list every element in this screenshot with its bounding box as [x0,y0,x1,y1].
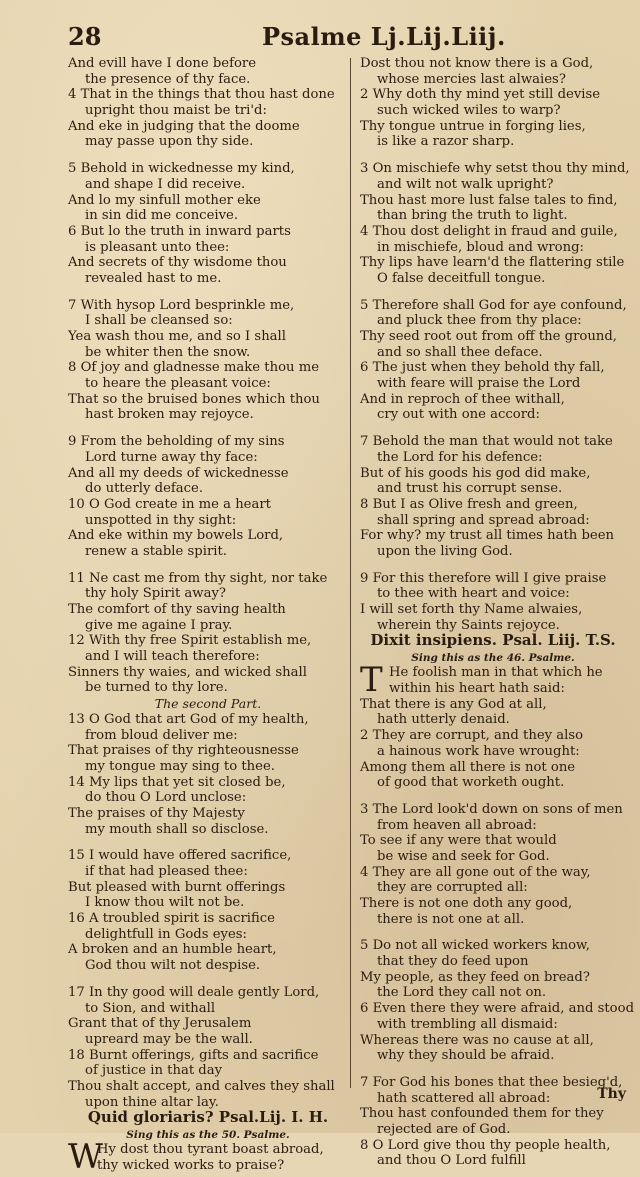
verse-line: Sinners thy waies, and wicked shall [68,664,307,680]
verse-line-indented: delightfull in Gods eyes: [85,926,247,942]
verse-line-indented: to thee with heart and voice: [377,586,570,602]
verse-line: 3 On mischiefe why setst thou thy mind, [360,161,630,177]
verse-line: That praises of thy righteousnesse [68,743,299,759]
stanza-gap [360,423,626,434]
verse-line: 7 For God his bones that thee besieg'd, [360,1074,623,1090]
verse-line: That there is any God at all, [360,696,547,712]
verse-line-indented: with feare will praise the Lord [377,376,581,392]
verse-line: 13 O God that art God of my health, [68,711,309,727]
stanza-gap [68,287,348,298]
verse-line: Thy lips have learn'd the flattering stile [360,255,625,271]
verse-line: Thy tongue untrue in forging lies, [360,118,586,134]
verse-line: 6 But lo the truth in inward parts [68,223,291,239]
stanza-gap [360,791,626,802]
left-column [68,56,348,1177]
verse-line-indented: unspotted in thy sight: [85,512,237,528]
verse-line: That so the bruised bones which thou [68,391,320,407]
running-head: Psalme Lj.Lij.Liij. [262,22,506,51]
verse-line-indented: revealed hast to me. [85,270,222,286]
verse-line-indented: such wicked wiles to warp? [377,103,561,119]
stanza-gap [360,927,626,938]
verse-line-indented: within his heart hath said: [389,681,565,697]
verse-line-indented: Lord turne away thy face: [85,449,258,465]
verse-line: The comfort of thy saving health [68,602,286,617]
verse-line-indented: of justice in that day [85,1063,223,1079]
verse-line: Yea wash thou me, and so I shall [68,329,286,344]
verse-line-indented: a hainous work have wrought: [377,743,580,759]
verse-line: And in reproch of thee withall, [360,391,565,407]
verse-line: Grant that of thy Jerusalem [68,1016,252,1032]
verse-line-indented: in mischiefe, bloud and wrong: [377,239,584,255]
verse-line-indented: thy wicked works to praise? [97,1158,285,1173]
verse-text: Hy dost thou tyrant boast abroad, [97,1142,324,1158]
verse-line-indented: if that had pleased thee: [85,864,248,879]
verse-line: 5 Do not all wicked workers know, [360,938,590,954]
verse-line-indented: O false deceitfull tongue. [377,270,546,286]
verse-line: And eke in judging that the doome [68,118,300,134]
verse-line-indented: hath utterly denaid. [377,712,510,728]
verse-line-indented: the Lord they call not on. [377,985,547,1001]
stanza-gap [360,560,626,571]
verse-line: Among them all there is not one [360,759,576,775]
verse-line-indented: I know thou wilt not be. [85,895,245,911]
verse-line: 2 They are corrupt, and they also [360,728,584,744]
verse-line: 3 The Lord look'd down on sons of men [360,801,623,817]
verse-line: 9 From the beholding of my sins [68,434,285,450]
stanza-gap [68,150,348,161]
tune-note: Sing this as the 46. Psalme. [411,652,575,665]
verse-line-indented: my mouth shall so disclose. [85,821,269,837]
verse-line-indented: hast broken may rejoyce. [85,407,254,423]
verse-line: 4 They are all gone out of the way, [360,864,591,880]
verse-line-indented: and pluck thee from thy place: [377,313,582,329]
verse-line-indented: and I will teach therefore: [85,649,260,665]
verse-line-indented: with trembling all dismaid: [377,1016,558,1032]
verse-line: Dost thou not know there is a God, [360,56,594,71]
psalm-title: Dixit insipiens. Psal. Liij. T.S. [370,631,616,650]
verse-line: And eke within my bowels Lord, [68,528,284,544]
verse-line: 4 Thou dost delight in fraud and guile, [360,223,618,239]
verse-line-indented: that they do feed upon [377,954,529,970]
tune-note: Sing this as the 50. Psalme. [126,1129,290,1142]
column-divider [350,58,351,1088]
verse-line: 8 O Lord give thou thy people health, [360,1137,611,1153]
verse-line-indented: wherein thy Saints rejoyce. [377,617,560,633]
verse-line: 12 With thy free Spirit establish me, [68,633,312,649]
drop-cap: T [360,660,383,701]
verse-line: The praises of thy Majesty [68,805,245,821]
verse-line-indented: is pleasant unto thee: [85,239,230,255]
stanza-gap [68,837,348,848]
verse-line: And evill have I done before [68,56,256,71]
verse-line: 17 In thy good will deale gently Lord, [68,984,320,1000]
verse-line: I will set forth thy Name alwaies, [360,602,583,617]
part-heading: The second Part. [154,696,262,712]
verse-line: 5 Behold in wickednesse my kind, [68,161,295,177]
verse-line: 7 Behold the man that would not take [360,434,613,450]
verse-line: My people, as they feed on bread? [360,969,590,985]
verse-line-indented: hath scattered all abroad: [377,1090,551,1106]
stanza-gap [360,150,626,161]
verse-line: Whereas there was no cause at all, [360,1032,594,1048]
verse-line: 14 My lips that yet sit closed be, [68,774,286,790]
verse-line-indented: than bring the truth to light. [377,208,568,224]
drop-cap: W [68,1137,103,1177]
verse-line: 6 The just when they behold thy fall, [360,360,605,376]
verse-line-indented: there is not one at all. [377,911,525,927]
stanza-gap [68,974,348,985]
verse-line-indented: is like a razor sharp. [377,134,515,150]
verse-line: And secrets of thy wisdome thou [68,255,287,271]
verse-line: 2 Why doth thy mind yet still devise [360,87,601,103]
verse-line-indented: they are corrupted all: [377,880,528,896]
verse-line-indented: give me againe I pray. [85,617,233,633]
verse-line-indented: from heaven all abroad: [377,817,537,833]
verse-line: 11 Ne cast me from thy sight, nor take [68,570,328,586]
verse-line: 6 Even there they were afraid, and stood [360,1001,635,1017]
verse-line: Thy seed root out from off the ground, [360,329,617,344]
verse-line-indented: and shape I did receive. [85,176,246,192]
verse-line-indented: my tongue may sing to thee. [85,758,275,774]
verse-line-indented: upright thou maist be tri'd: [85,103,267,119]
verse-line-indented: cry out with one accord: [377,407,540,423]
verse-line-indented: be wise and seek for God. [377,848,550,864]
verse-line-indented: may passe upon thy side. [85,134,254,150]
verse-line-indented: do thou O Lord unclose: [85,790,247,806]
verse-line-indented: of good that worketh ought. [377,775,565,791]
verse-line-indented: the Lord for his defence: [377,449,543,465]
verse-line: And lo my sinfull mother eke [68,192,261,208]
verse-line: To see if any were that would [360,833,557,849]
verse-line-indented: to Sion, and withall [85,1000,216,1016]
verse-line-indented: in sin did me conceive. [85,208,239,224]
verse-line-indented: whose mercies last alwaies? [377,71,566,87]
verse-line-indented: renew a stable spirit. [85,543,227,559]
verse-line-indented: and trust his corrupt sense. [377,481,563,497]
stanza-gap [360,1064,626,1075]
verse-line: 5 Therefore shall God for aye confound, [360,297,627,313]
verse-line: Thou shalt accept, and calves they shall [68,1078,335,1094]
verse-line-indented: upon the living God. [377,543,513,559]
verse-line: 15 I would have offered sacrifice, [68,848,292,864]
verse-line-indented: do utterly deface. [85,481,204,497]
verse-line-indented: from bloud deliver me: [85,727,238,743]
verse-line: Thou hast confounded them for they [360,1106,604,1122]
verse-line-indented: rejected are of God. [377,1121,511,1137]
verse-line: But pleased with burnt offerings [68,879,286,895]
verse-line: A broken and an humble heart, [68,942,277,958]
psalm-title: Quid gloriaris? Psal.Lij. I. H. [87,1108,329,1127]
stanza-gap [68,423,348,434]
verse-line-indented: I shall be cleansed so: [85,313,233,329]
catchword: Thy [597,1086,626,1102]
verse-line: 7 With hysop Lord besprinkle me, [68,297,295,313]
verse-line-indented: to heare the pleasant voice: [85,376,271,392]
verse-line: 18 Burnt offerings, gifts and sacrifice [68,1047,319,1063]
verse-line: 9 For this therefore will I give praise [360,570,607,586]
verse-line-indented: shall spring and spread abroad: [377,512,590,528]
verse-line-indented: be whiter then the snow. [85,344,251,360]
verse-line-indented: and thou O Lord fulfill [377,1153,526,1169]
verse-line: 16 A troubled spirit is sacrifice [68,911,275,927]
verse-text: He foolish man in that which he [389,665,603,681]
verse-line-indented: why they should be afraid. [377,1048,555,1064]
right-column [360,56,635,1169]
verse-line: 8 But I as Olive fresh and green, [360,496,578,512]
verse-line: 10 O God create in me a heart [68,496,271,512]
verse-line: But of his goods his god did make, [360,465,591,481]
page-number: 28 [68,22,102,51]
verse-line-indented: be turned to thy lore. [85,680,228,696]
verse-line: And all my deeds of wickednesse [68,465,289,481]
stanza-gap [68,560,348,571]
verse-line: There is not one doth any good, [360,896,573,911]
verse-line-indented: thy holy Spirit away? [85,586,226,602]
verse-line: 4 That in the things that thou hast done [68,87,335,103]
verse-line-indented: upon thine altar lay. [85,1094,219,1110]
verse-line-indented: and wilt not walk upright? [377,176,554,192]
verse-line: For why? my trust all times hath been [360,528,615,544]
stanza-gap [360,287,626,298]
verse-line-indented: the presence of thy face. [85,71,251,87]
verse-line-indented: upreard may be the wall. [85,1031,253,1047]
verse-line-indented: and so shall thee deface. [377,344,543,360]
verse-line: 8 Of joy and gladnesse make thou me [68,360,320,376]
verse-line-indented: God thou wilt not despise. [85,958,261,974]
verse-line: Thou hast more lust false tales to find, [360,192,618,208]
